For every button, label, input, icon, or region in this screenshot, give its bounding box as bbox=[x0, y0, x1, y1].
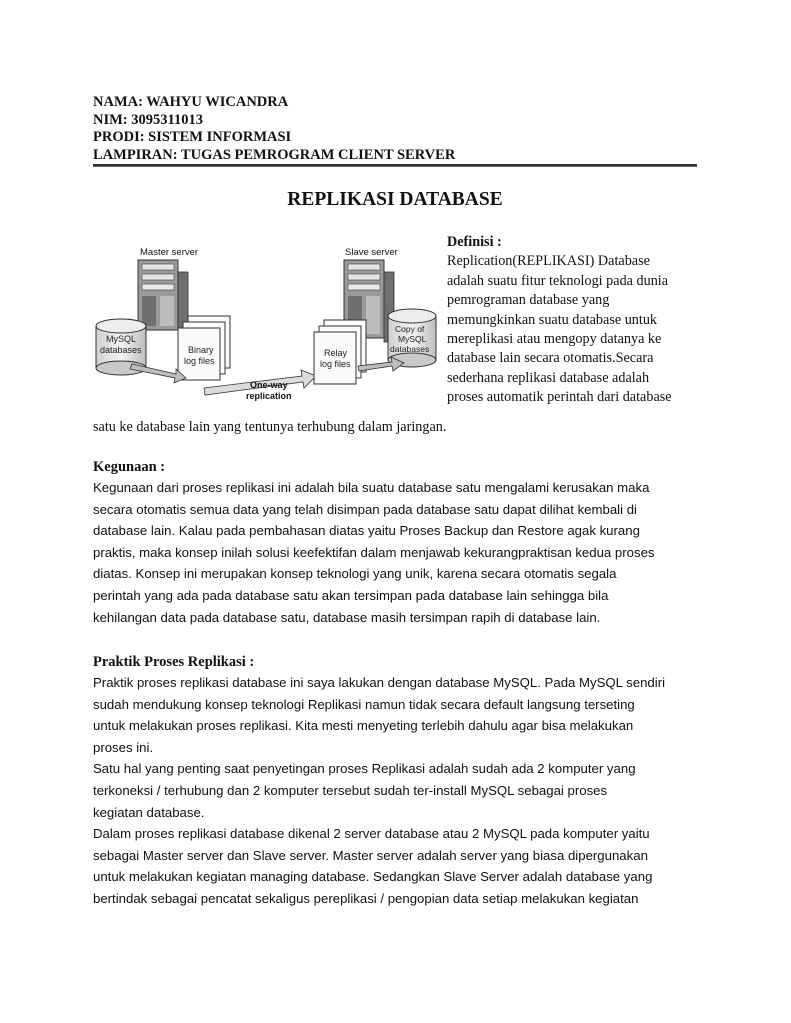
paragraph-line: untuk melakukan proses replikasi. Kita mesti menyeting terlebih dahulu agar bisa melakukan bbox=[93, 718, 634, 734]
definition-block bbox=[447, 233, 707, 408]
binary-log-label-1: Binary bbox=[188, 345, 214, 355]
master-server-label: Master server bbox=[140, 247, 199, 258]
definition-line: pemrograman database yang bbox=[447, 292, 610, 309]
paragraph-line: terkoneksi / terhubung dan 2 komputer tersebut sudah ter-install MySQL sebagai proses bbox=[93, 782, 608, 798]
kegunaan-heading: Kegunaan : bbox=[93, 459, 166, 475]
definition-line: sederhana replikasi database adalah bbox=[447, 369, 650, 386]
paragraph-line: proses ini. bbox=[93, 739, 154, 755]
replication-diagram bbox=[92, 238, 442, 410]
paragraph-line: perintah yang ada pada database satu akan tersimpan pada database lain sehingga bila bbox=[93, 587, 609, 603]
praktik-heading: Praktik Proses Replikasi : bbox=[93, 654, 255, 670]
paragraph-line: sudah mendukung konsep teknologi Replikasi namun tidak secara default langsung terseting bbox=[93, 696, 635, 712]
relay-log-label-1: Relay bbox=[324, 348, 348, 358]
paragraph-line: untuk melakukan kegiatan managing database. Sedangkan Slave Server adalah database yang bbox=[93, 869, 653, 885]
header-name: NAMA: WAHYU WICANDRA bbox=[93, 94, 289, 110]
paragraph-line: Dalam proses replikasi database dikenal 2 server database atau 2 MySQL pada komputer yaitu bbox=[93, 826, 650, 842]
paragraph-line: kegiatan database. bbox=[93, 804, 205, 820]
replication-label: replication bbox=[246, 391, 292, 401]
paragraph-line: sebagai Master server dan Slave server. Master server adalah server yang biasa dipergunakan bbox=[93, 847, 648, 863]
praktik-paragraph bbox=[93, 672, 713, 910]
paragraph-line: Praktik proses replikasi database ini saya lakukan dengan database MySQL. Pada MySQL sendiri bbox=[93, 675, 666, 690]
definition-line: Replication(REPLIKASI) Database bbox=[447, 253, 650, 270]
header-nim: NIM: 3095311013 bbox=[93, 111, 203, 128]
relay-log-label-2: log files bbox=[320, 359, 351, 369]
paragraph-line: database lain. Kalau pada pembahasan diatas yaitu Proses Backup dan Restore agak kurang bbox=[93, 523, 640, 539]
definition-line: mereplikasi atau mengopy datanya ke bbox=[447, 331, 662, 348]
definition-tail: satu ke database lain yang tentunya terhubung dalam jaringan. bbox=[93, 419, 447, 435]
master-server-icon bbox=[138, 260, 188, 334]
paragraph-line: kehilangan data pada database satu, database masih tersimpan rapih di database lain. bbox=[93, 609, 601, 625]
mysql-db-label-1: MySQL bbox=[106, 334, 137, 344]
copy-db-label-3: databases bbox=[390, 344, 430, 354]
paragraph-line: praktis, maka konsep inilah solusi keefektifan dalam menjawab kekurangpraktisan kedua proses bbox=[93, 544, 655, 560]
paragraph-line: diatas. Konsep ini merupakan konsep teknologi yang unik, karena secara otomatis segala bbox=[93, 566, 617, 582]
header-prodi: PRODI: SISTEM INFORMASI bbox=[93, 129, 292, 145]
paragraph-line: secara otomatis semua data yang telah disimpan pada database satu dapat dilihat kembali di bbox=[93, 501, 637, 517]
paragraph-line: bertindak sebagai pencatat sekaligus pereplikasi / pengopian data setiap melakukan kegiatan bbox=[93, 890, 639, 906]
definition-line: memungkinkan suatu database untuk bbox=[447, 311, 658, 328]
student-header bbox=[93, 94, 697, 164]
copy-db-label-1: Copy of bbox=[395, 324, 425, 334]
kegunaan-paragraph bbox=[93, 477, 713, 628]
one-way-label: One-way bbox=[250, 380, 288, 390]
paragraph-line: Satu hal yang penting saat penyetingan proses Replikasi adalah sudah ada 2 komputer yang bbox=[93, 761, 636, 777]
slave-server-label: Slave server bbox=[345, 247, 398, 258]
definition-line: proses automatik perintah dari database bbox=[447, 389, 672, 406]
page-title: REPLIKASI DATABASE bbox=[287, 189, 503, 210]
definition-line: database lain secara otomatis.Secara bbox=[447, 350, 654, 367]
definition-heading: Definisi : bbox=[447, 234, 502, 250]
definition-line: adalah suatu fitur teknologi pada dunia bbox=[447, 272, 669, 289]
header-divider bbox=[93, 164, 697, 167]
binary-log-label-2: log files bbox=[184, 356, 215, 366]
copy-db-label-2: MySQL bbox=[398, 334, 427, 344]
mysql-db-label-2: databases bbox=[100, 345, 142, 355]
paragraph-line: Kegunaan dari proses replikasi ini adalah bila suatu database satu mengalami kerusakan maka bbox=[93, 480, 650, 495]
header-lampiran: LAMPIRAN: TUGAS PEMROGRAM CLIENT SERVER bbox=[93, 146, 456, 163]
